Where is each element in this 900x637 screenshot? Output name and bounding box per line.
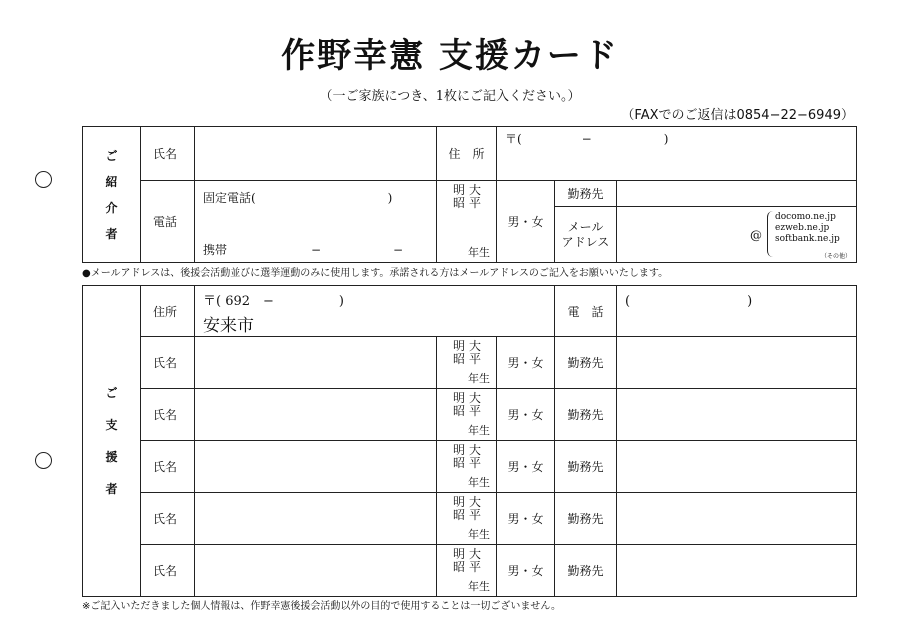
supporter-workplace-field[interactable] [617,493,857,545]
gender-field[interactable]: 男・女 [497,389,555,441]
supporter-table [82,285,857,597]
page-subtitle: （一ご家族につき、1枚にご記入ください。） [319,89,581,104]
supporter-name-label: 氏名 [141,389,195,441]
birth-era-field[interactable]: 明 大 昭 平 年生 [437,545,497,597]
gender-field[interactable]: 男・女 [497,181,555,263]
supporter-workplace-label: 勤務先 [555,493,617,545]
supporter-section-label: ご 支 援 者 [83,286,141,597]
supporter-workplace-field[interactable] [617,337,857,389]
supporter-name-label: 氏名 [141,337,195,389]
introducer-postal-code: 〒( − ) [505,132,669,146]
supporter-address-label: 住所 [141,286,195,337]
supporter-name-field[interactable] [195,337,437,389]
supporter-name-field[interactable] [195,441,437,493]
domain-other-note: （その他） [821,253,852,260]
table-row [83,337,857,389]
page-title: 作野幸憲 支援カード [281,36,619,76]
supporter-workplace-field[interactable] [617,441,857,493]
domain-list: docomo.ne.jp ezweb.ne.jp softbank.ne.jp [775,212,840,244]
binder-hole [35,452,52,469]
birth-era-field[interactable]: 明 大 昭 平 年生 [437,181,497,263]
supporter-name-label: 氏名 [141,493,195,545]
supporter-address-field[interactable] [195,286,555,337]
introducer-workplace-label: 勤務先 [555,181,617,207]
supporter-phone-field[interactable]: ( ) [617,286,857,337]
introducer-workplace-field[interactable] [617,181,857,207]
supporter-city: 安来市 [203,316,254,336]
fax-number: （FAXでのご返信は0854−22−6949） [621,108,854,123]
introducer-address-field[interactable] [497,127,857,181]
gender-field[interactable]: 男・女 [497,493,555,545]
table-row [83,389,857,441]
domain-bracket [767,211,774,257]
supporter-workplace-label: 勤務先 [555,545,617,597]
supporter-name-field[interactable] [195,493,437,545]
supporter-postal-code: 〒( 692 − ) [203,294,344,309]
introducer-name-label: 氏名 [141,127,195,181]
mobile-field: 携帯 − − [203,243,404,257]
birth-era-field[interactable]: 明 大 昭 平 年生 [437,441,497,493]
supporter-name-field[interactable] [195,545,437,597]
email-usage-notice: ●メールアドレスは、後援会活動並びに選挙運動のみに使用します。承諾される方はメールアドレスのご記入をお願いいたします。 [82,268,669,279]
introducer-phone-field[interactable] [195,181,437,263]
landline-field: 固定電話( ) [203,191,393,205]
table-row [83,441,857,493]
supporter-name-field[interactable] [195,389,437,441]
email-label: メール アドレス [555,207,617,263]
supporter-workplace-label: 勤務先 [555,337,617,389]
gender-field[interactable]: 男・女 [497,337,555,389]
introducer-section-label: ご 紹 介 者 [83,127,141,263]
introducer-name-field[interactable] [195,127,437,181]
privacy-notice: ※ご記入いただきました個人情報は、作野幸憲後援会活動以外の目的で使用することは一切ございません。 [82,601,561,612]
supporter-phone-label: 電 話 [555,286,617,337]
supporter-workplace-field[interactable] [617,545,857,597]
table-row [83,493,857,545]
birth-era-field[interactable]: 明 大 昭 平 年生 [437,337,497,389]
at-mark: @ [750,228,762,242]
binder-hole [35,171,52,188]
supporter-workplace-label: 勤務先 [555,389,617,441]
introducer-address-label: 住 所 [437,127,497,181]
birth-era-field[interactable]: 明 大 昭 平 年生 [437,493,497,545]
supporter-workplace-label: 勤務先 [555,441,617,493]
supporter-name-label: 氏名 [141,545,195,597]
introducer-phone-label: 電話 [141,181,195,263]
gender-field[interactable]: 男・女 [497,545,555,597]
table-row [83,545,857,597]
email-field[interactable] [617,207,857,263]
supporter-workplace-field[interactable] [617,389,857,441]
birth-era-field[interactable]: 明 大 昭 平 年生 [437,389,497,441]
introducer-table [82,126,857,263]
gender-field[interactable]: 男・女 [497,441,555,493]
supporter-name-label: 氏名 [141,441,195,493]
